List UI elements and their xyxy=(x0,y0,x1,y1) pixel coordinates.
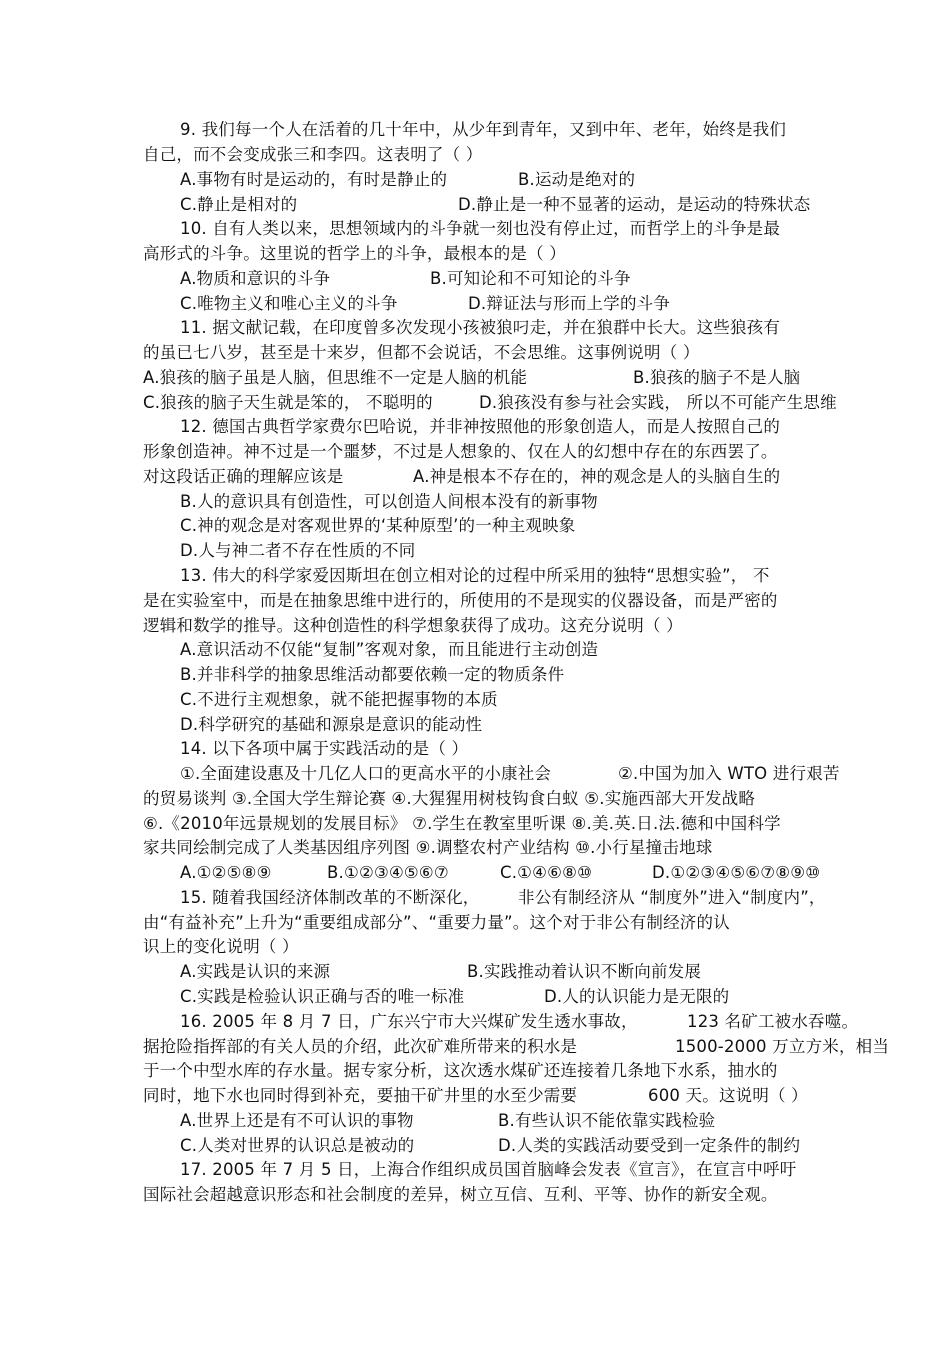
text-segment: D.狼孩没有参与社会实践， 所以不可能产生思维 xyxy=(479,393,837,412)
text-segment: A.神是根本不存在的，神的观念是人的头脑自生的 xyxy=(413,467,781,486)
text-segment: B.运动是绝对的 xyxy=(518,170,636,189)
text-line: B.人的意识具有创造性，可以创造人间根本没有的新事物 xyxy=(180,492,598,511)
text-segment: B.可知论和不可知论的斗争 xyxy=(430,269,631,288)
text-segment: 1500-2000 万立方米，相当 xyxy=(675,1037,890,1056)
text-segment: A.狼孩的脑子虽是人脑，但思维不一定是人脑的机能 xyxy=(143,368,528,387)
text-segment: C.人类对世界的认识总是被动的 xyxy=(180,1136,415,1155)
text-segment: A.物质和意识的斗争 xyxy=(180,269,331,288)
text-line: D.人与神二者不存在性质的不同 xyxy=(180,541,416,560)
text-segment: A.①②⑤⑧⑨ xyxy=(180,863,272,882)
text-line: 的贸易谈判 ③.全国大学生辩论赛 ④.大猩猩用树枝钩食白蚁 ⑤.实施西部大开发战略 xyxy=(143,789,756,808)
text-segment: 对这段话正确的理解应该是 xyxy=(143,467,344,486)
text-segment: D.人的认识能力是无限的 xyxy=(544,987,730,1006)
text-line: 高形式的斗争。这里说的哲学上的斗争，最根本的是（ ） xyxy=(143,244,566,263)
text-line: 于一个中型水库的存水量。据专家分析，这次透水煤矿还连接着几条地下水系，抽水的 xyxy=(143,1061,778,1080)
text-segment: 15. 随着我国经济体制改革的不断深化， xyxy=(180,888,480,907)
text-segment: 同时，地下水也同时得到补充，要抽干矿井里的水至少需要 xyxy=(143,1086,578,1105)
text-segment: B.狼孩的脑子不是人脑 xyxy=(633,368,801,387)
text-segment: 16. 2005 年 8 月 7 日，广东兴宁市大兴煤矿发生透水事故， xyxy=(180,1012,638,1031)
text-line: 国际社会超越意识形态和社会制度的差异，树立互信、互利、平等、协作的新安全观。 xyxy=(143,1185,778,1204)
text-segment: A.实践是认识的来源 xyxy=(180,962,331,981)
text-segment: C.①④⑥⑧⑩ xyxy=(500,863,593,882)
text-segment: ①.全面建设惠及十几亿人口的更高水平的小康社会 xyxy=(180,764,552,783)
text-segment: A.世界上还是有不可认识的事物 xyxy=(180,1111,414,1130)
text-line: B.并非科学的抽象思维活动都要依赖一定的物质条件 xyxy=(180,665,565,684)
text-line: 形象创造神。神不过是一个噩梦，不过是人想象的、仅在人的幻想中存在的东西罢了。 xyxy=(143,442,778,461)
text-line: 家共同绘制完成了人类基因组序列图 ⑨.调整农村产业结构 ⑩.小行星撞击地球 xyxy=(143,838,713,857)
text-segment: 123 名矿工被水吞噬。 xyxy=(687,1012,859,1031)
text-segment: C.唯物主义和唯心主义的斗争 xyxy=(180,294,398,313)
text-line: 由“有益补充”上升为“重要组成部分”、“重要力量”。这个对于非公有制经济的认 xyxy=(143,913,730,932)
text-segment: B.有些认识不能依靠实践检验 xyxy=(498,1111,716,1130)
text-line: 识上的变化说明（ ） xyxy=(143,937,299,956)
text-line: ⑥.《2010年远景规划的发展目标》 ⑦.学生在教室里听课 ⑧.美.英.日.法.德和中国科学 xyxy=(143,814,781,833)
text-segment: D.辩证法与形而上学的斗争 xyxy=(468,294,671,313)
text-line: 是在实验室中，而是在抽象思维中进行的，所使用的不是现实的仪器设备，而是严密的 xyxy=(143,591,778,610)
text-line: 12. 德国古典哲学家费尔巴哈说，并非神按照他的形象创造人，而是人按照自己的 xyxy=(180,417,781,436)
text-segment: D.①②③④⑤⑥⑦⑧⑨⑩ xyxy=(652,863,821,882)
text-segment: D.静止是一种不显著的运动，是运动的特殊状态 xyxy=(458,195,811,214)
text-segment: B.①②③④⑤⑥⑦ xyxy=(327,863,449,882)
text-line: 逻辑和数学的推导。这种创造性的科学想象获得了成功。这充分说明（ ） xyxy=(143,616,683,635)
text-line: 11. 据文献记载，在印度曾多次发现小孩被狼叼走，并在狼群中长大。这些狼孩有 xyxy=(180,318,781,337)
text-line: 自己，而不会变成张三和李四。这表明了（ ） xyxy=(143,145,483,164)
text-segment: C.静止是相对的 xyxy=(180,195,298,214)
text-segment: D.人类的实践活动要受到一定条件的制约 xyxy=(498,1136,801,1155)
text-line: C.不进行主观想象，就不能把握事物的本质 xyxy=(180,690,498,709)
text-line: 14. 以下各项中属于实践活动的是（ ） xyxy=(180,739,469,758)
text-segment: C.实践是检验认识正确与否的唯一标准 xyxy=(180,987,465,1006)
text-line: 17. 2005 年 7 月 5 日，上海合作组织成员国首脑峰会发表《宣言》，在宣言中呼吁 xyxy=(180,1160,797,1179)
text-line: C.神的观念是对客观世界的‘某种原型’的一种主观映象 xyxy=(180,516,576,535)
text-line: 9. 我们每一个人在活着的几十年中，从少年到青年，又到中年、老年，始终是我们 xyxy=(180,120,787,139)
text-line: D.科学研究的基础和源泉是意识的能动性 xyxy=(180,715,483,734)
text-segment: 600 天。这说明（ ） xyxy=(648,1086,808,1105)
text-line: A.意识活动不仅能“复制”客观对象，而且能进行主动创造 xyxy=(180,640,599,659)
text-segment: C.狼孩的脑子天生就是笨的， 不聪明的 xyxy=(143,393,433,412)
text-line: 的虽已七八岁，甚至是十来岁，但都不会说话，不会思维。这事例说明（ ） xyxy=(143,343,700,362)
text-line: 13. 伟大的科学家爱因斯坦在创立相对论的过程中所采用的独特“思想实验”， 不 xyxy=(180,566,770,585)
text-segment: 据抢险指挥部的有关人员的介绍，此次矿难所带来的积水是 xyxy=(143,1037,578,1056)
text-segment: 非公有制经济从 “制度外”进入“制度内”， xyxy=(518,888,826,907)
text-segment: ②.中国为加入 WTO 进行艰苦 xyxy=(618,764,840,783)
text-line: 10. 自有人类以来，思想领域内的斗争就一刻也没有停止过，而哲学上的斗争是最 xyxy=(180,219,781,238)
text-segment: A.事物有时是运动的，有时是静止的 xyxy=(180,170,448,189)
text-segment: B.实践推动着认识不断向前发展 xyxy=(467,962,702,981)
